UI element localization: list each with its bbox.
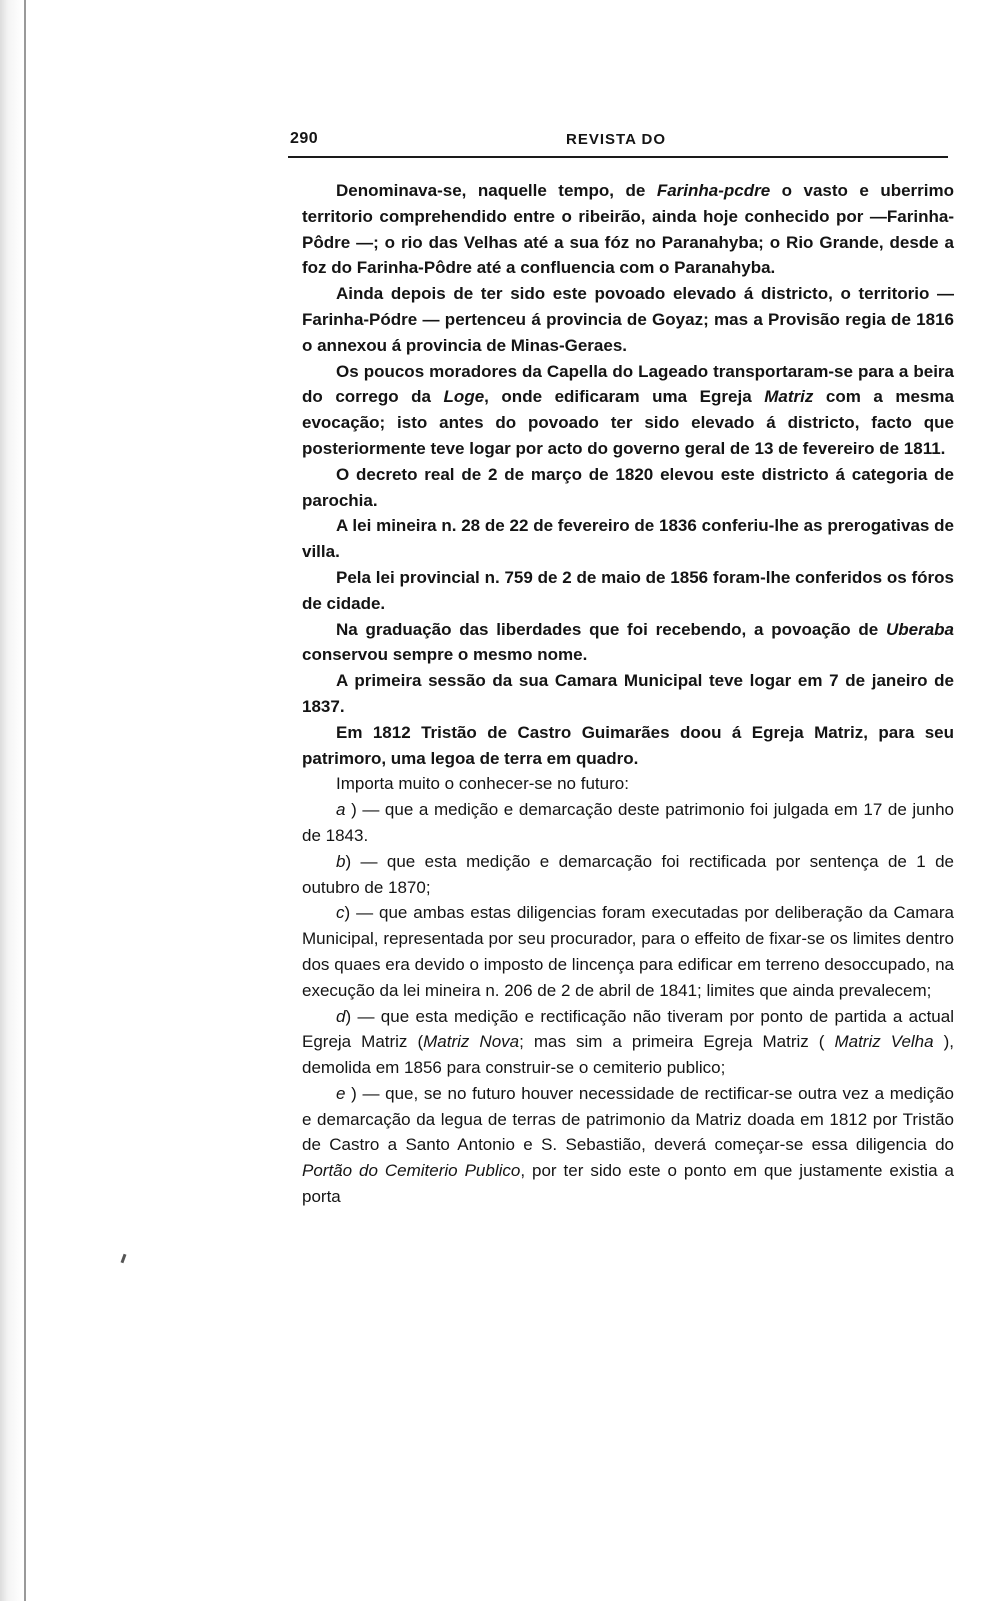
paragraph: [302, 900, 954, 1003]
italic-text: Matriz Velha: [834, 1032, 934, 1052]
paragraph-text: Em 1812 Tristão de Castro Guimarães doou á Egreja Matriz, para seu patrimoro, uma legoa de terra em quadro.: [302, 722, 954, 768]
paragraph-text: ) — que, se no futuro houver necessidade de rectificar-se outra vez a medição e demarcação da legua de terras de patrimonio da Matriz doada em 1812 por Tristão de Castro a Santo Antonio e S. Sebastião, deverá começar-se essa diligencia do: [302, 1083, 954, 1155]
paragraph-text: Os poucos moradores da Capella do Lageado transportaram-se para a beira do corrego da: [302, 361, 954, 407]
scan-left-edge: [0, 0, 22, 1601]
paragraph-text: , por ter sido este o ponto em que justamente existia a porta: [302, 1161, 954, 1207]
paragraph-text: Pela lei provincial n. 759 de 2 de maio de 1856 foram-lhe conferidos os fóros de cidade.: [302, 567, 954, 613]
paragraph: [302, 1004, 954, 1081]
paragraph: [302, 771, 954, 797]
paragraph-text: , onde edificaram uma Egreja: [484, 387, 765, 407]
paragraph-text: com a mesma evocação; isto antes do povoado ter sido elevado á districto, facto que posteriormente teve logar por acto do governo geral de 13 de fevereiro de 1811.: [302, 387, 954, 458]
italic-text: Matriz: [764, 387, 814, 407]
italic-text: d: [336, 1006, 346, 1026]
paragraph-text: Importa muito o conhecer-se no futuro:: [336, 774, 629, 794]
paragraph: [302, 513, 954, 565]
paragraph: [302, 1081, 954, 1210]
stray-ink-mark: [121, 1254, 127, 1263]
paragraph-text: conservou sempre o mesmo nome.: [302, 645, 588, 665]
paragraph-text: ) — que a medição e demarcação deste patrimonio foi julgada em 17 de junho de 1843.: [302, 800, 954, 845]
paragraph: [302, 617, 954, 669]
italic-text: Matriz Nova: [423, 1032, 520, 1052]
paragraph-text: O decreto real de 2 de março de 1820 elevou este districto á categoria de parochia.: [302, 464, 954, 510]
paragraph: [302, 565, 954, 617]
paragraph: [302, 178, 954, 281]
paragraph: [302, 720, 954, 772]
paragraph-text: Na graduação das liberdades que foi recebendo, a povoação de: [336, 619, 886, 639]
paragraph: [302, 849, 954, 901]
header-rule: [288, 156, 948, 158]
paragraph-text: o vasto e uberrimo territorio comprehendido entre o ribeirão, ainda hoje conhecido por —Farinha-Pôdre —; o rio das Velhas até a sua fóz no Paranahyba; o Rio Grande, desde a foz do Farinha-Pôdre até a confluencia com o Paranahyba.: [302, 181, 954, 278]
paragraph: [302, 281, 954, 358]
italic-text: Uberaba: [885, 619, 954, 639]
running-head: REVISTA DO: [566, 131, 667, 148]
page-number: 290: [290, 130, 319, 147]
paragraph-text: Ainda depois de ter sido este povoado elevado á districto, o territorio — Farinha-Pódre — pertenceu á provincia de Goyaz; mas a Provisão regia de 1816 o annexou á provincia de Minas-Geraes.: [302, 284, 954, 355]
paragraph-text: Denominava-se, naquelle tempo, de: [336, 181, 657, 200]
paragraph: [302, 359, 954, 462]
italic-text: c: [336, 903, 345, 923]
paragraph-text: ) — que esta medição e rectificação não tiveram por ponto de partida a actual Egreja Matriz (: [302, 1006, 954, 1052]
paragraph-text: ) — que ambas estas diligencias foram executadas por deliberação da Camara Municipal, representada por seu procurador, para o effeito de fixar-se os limites dentro dos quaes era devido o imposto de lincença para edificar em terreno desoccupado, na execução da lei mineira n. 206 de 2 de abril de 1841; limites que ainda prevalecem;: [302, 903, 954, 1000]
paragraph: [302, 668, 954, 720]
italic-text: Farinha-pcdre: [656, 181, 771, 200]
paragraph-text: ) — que esta medição e demarcação foi rectificada por sentença de 1 de outubro de 1870;: [302, 851, 954, 897]
italic-text: a: [336, 800, 346, 820]
paragraph: [302, 797, 954, 849]
page-gutter-line: [24, 0, 26, 1601]
paragraph-text: ), demolida em 1856 para construir-se o cemiterio publico;: [302, 1032, 955, 1078]
paragraph-text: A lei mineira n. 28 de 22 de fevereiro de 1836 conferiu-lhe as prerogativas de villa.: [302, 516, 954, 562]
body-text: [302, 178, 954, 1210]
paragraph-text: A primeira sessão da sua Camara Municipal teve logar em 7 de janeiro de 1837.: [302, 671, 954, 716]
paragraph: [302, 462, 954, 514]
italic-text: e: [336, 1083, 346, 1103]
paragraph-text: ; mas sim a primeira Egreja Matriz (: [519, 1032, 835, 1052]
italic-text: Portão do Cemiterio Publico: [302, 1161, 521, 1181]
italic-text: b: [336, 851, 346, 871]
italic-text: Loge: [443, 387, 485, 407]
